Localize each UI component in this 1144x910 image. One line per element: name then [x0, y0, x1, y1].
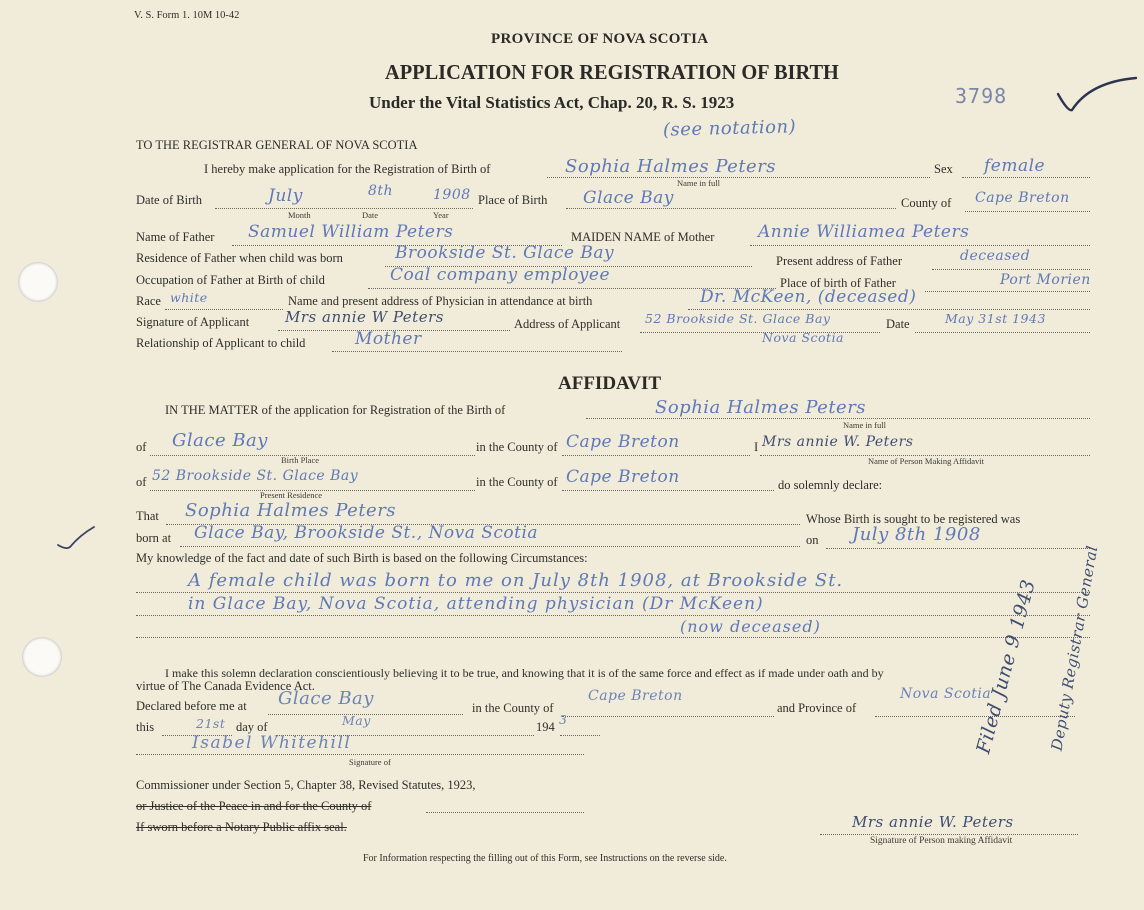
- county-label-2: in the County of: [476, 475, 558, 489]
- affidavit-heading: AFFIDAVIT: [558, 373, 662, 394]
- mother-name: Annie Williamea Peters: [758, 222, 970, 242]
- justice-dots: [426, 812, 584, 813]
- circ-dots-2: [136, 615, 1090, 616]
- dob-date: 8th: [368, 183, 394, 199]
- relationship-label: Relationship of Applicant to child: [136, 336, 306, 350]
- page-subtitle: Under the Vital Statistics Act, Chap. 20, R. S. 1923: [369, 93, 735, 112]
- pob-label: Place of Birth: [478, 193, 548, 207]
- intro-text: I hereby make application for the Registration of Birth of: [204, 162, 491, 176]
- dob-month: July: [268, 186, 303, 206]
- that-name: Sophia Halmes Peters: [185, 500, 397, 521]
- matter-name-caption: Name in full: [843, 420, 886, 430]
- mother-dots: [750, 245, 1090, 246]
- signature-label: Signature of Applicant: [136, 315, 250, 329]
- solemn-text-2: virtue of The Canada Evidence Act.: [136, 679, 315, 693]
- year-prefix: 194: [536, 720, 555, 734]
- father-label: Name of Father: [136, 230, 215, 244]
- born-at-label: born at: [136, 531, 172, 545]
- affidavit-birthplace: Glace Bay: [172, 430, 268, 451]
- name-dots: [547, 177, 930, 178]
- county-value: Cape Breton: [975, 190, 1070, 206]
- address-label: Address of Applicant: [514, 317, 621, 331]
- footer-note: For Information respecting the filling out of this Form, see Instructions on the reverse side.: [363, 853, 727, 864]
- applicant-signature: Mrs annie W Peters: [285, 308, 444, 326]
- circ-dots-1: [136, 592, 1090, 593]
- commissioner-text: Commissioner under Section 5, Chapter 38, Revised Statutes, 1923,: [136, 778, 476, 792]
- father-birthplace-label: Place of birth of Father: [780, 276, 896, 290]
- occupation-value: Coal company employee: [390, 265, 611, 285]
- declared-label: Declared before me at: [136, 699, 247, 713]
- county-dots-1: [562, 455, 750, 456]
- affidavit-residence: 52 Brookside St. Glace Bay: [152, 468, 359, 484]
- checkmark-icon: [1050, 72, 1140, 122]
- county-dots-2: [562, 490, 774, 491]
- form-number: V. S. Form 1. 10M 10-42: [134, 10, 240, 21]
- physician-label: Name and present address of Physician in attendance at birth: [288, 294, 593, 308]
- that-label: That: [136, 509, 159, 523]
- name-caption: Name in full: [677, 178, 720, 188]
- affiant-sig-dots: [820, 834, 1078, 835]
- declare-text: do solemnly declare:: [778, 478, 883, 492]
- whose-birth-text: Whose Birth is sought to be registered was: [806, 512, 1021, 526]
- residence-value: Brookside St. Glace Bay: [395, 243, 615, 263]
- punch-hole-top: [18, 262, 58, 302]
- commissioner-sig-dots: [136, 754, 584, 755]
- county-label-1: in the County of: [476, 440, 558, 454]
- sex-value: female: [984, 156, 1046, 176]
- address-value-line2: Nova Scotia: [762, 330, 845, 345]
- present-address-value: deceased: [960, 248, 1031, 264]
- sex-dots: [962, 177, 1090, 178]
- on-date: July 8th 1908: [852, 524, 981, 545]
- of-label-1: of: [136, 440, 147, 454]
- month-caption: Month: [288, 210, 311, 220]
- physician-value: Dr. McKeen, (deceased): [700, 287, 917, 307]
- year-dots: [560, 735, 600, 736]
- province-label: and Province of: [777, 701, 857, 715]
- father-birthplace-dots: [925, 291, 1090, 292]
- punch-hole-bottom: [22, 637, 62, 677]
- circ-dots-3: [136, 637, 1090, 638]
- county-dots: [965, 211, 1090, 212]
- addressee: TO THE REGISTRAR GENERAL OF NOVA SCOTIA: [136, 138, 418, 152]
- knowledge-text: My knowledge of the fact and date of such Birth is based on the following Circumstances:: [136, 551, 588, 565]
- address-value: 52 Brookside St. Glace Bay: [645, 311, 831, 326]
- matter-name: Sophia Halmes Peters: [655, 397, 867, 418]
- dob-dots: [215, 208, 473, 209]
- declared-county: Cape Breton: [588, 688, 683, 704]
- born-at-dots: [180, 546, 800, 547]
- circumstances-line-1: A female child was born to me on July 8th 1908, at Brookside St.: [188, 570, 844, 591]
- person-caption: Name of Person Making Affidavit: [868, 456, 984, 466]
- dob-label: Date of Birth: [136, 193, 202, 207]
- father-name: Samuel William Peters: [248, 222, 454, 242]
- stamp-number: 3798: [955, 84, 1008, 108]
- declared-day: 21st: [196, 716, 226, 731]
- matter-dots: [586, 418, 1090, 419]
- circumstances-line-2: in Glace Bay, Nova Scotia, attending physician (Dr McKeen): [188, 594, 764, 614]
- commissioner-signature: Isabel Whitehill: [192, 733, 352, 753]
- birthplace-caption: Birth Place: [281, 455, 320, 465]
- province-heading: PROVINCE OF NOVA SCOTIA: [491, 31, 709, 47]
- relationship-dots: [332, 351, 622, 352]
- see-notation: (see notation): [662, 116, 797, 141]
- county-dots-3: [562, 716, 774, 717]
- affidavit-county-1: Cape Breton: [566, 432, 680, 452]
- declared-province: Nova Scotia: [900, 686, 992, 702]
- affiant-signature: Mrs annie W. Peters: [852, 813, 1014, 831]
- race-dots: [165, 309, 283, 310]
- present-address-label: Present address of Father: [776, 254, 903, 268]
- dob-year: 1908: [433, 187, 471, 203]
- affiant-caption: Signature of Person making Affidavit: [870, 836, 1013, 846]
- margin-note-filed: Filed June 9 1943: [972, 577, 1040, 756]
- page-title: APPLICATION FOR REGISTRATION OF BIRTH: [385, 60, 839, 84]
- justice-text-strike: or Justice of the Peace in and for the County of: [136, 799, 372, 813]
- province-dots: [875, 716, 1075, 717]
- affidavit-person-name: Mrs annie W. Peters: [762, 434, 914, 450]
- solemn-text-1: I make this solemn declaration conscientiously believing it to be true, and knowing that it is of the same force and effect as if made under oath and by: [165, 666, 884, 680]
- child-name: Sophia Halmes Peters: [565, 156, 777, 177]
- margin-note-registrar: Deputy Registrar General: [1047, 544, 1102, 753]
- sex-label: Sex: [934, 162, 953, 176]
- occupation-label: Occupation of Father at Birth of child: [136, 273, 325, 287]
- present-address-dots: [932, 269, 1090, 270]
- father-birthplace-value: Port Morien: [1000, 272, 1091, 288]
- county-label: County of: [901, 196, 952, 210]
- this-label: this: [136, 720, 155, 734]
- matter-text: IN THE MATTER of the application for Registration of the Birth of: [165, 403, 506, 417]
- race-value: white: [170, 290, 208, 305]
- signature-of-caption: Signature of: [349, 757, 391, 767]
- residence-caption: Present Residence: [260, 490, 323, 500]
- county-label-3: in the County of: [472, 701, 554, 715]
- date-caption: Date: [362, 210, 379, 220]
- physician-dots: [688, 309, 1090, 310]
- declared-month: May: [342, 713, 371, 728]
- residence-label: Residence of Father when child was born: [136, 251, 343, 265]
- on-dots: [826, 548, 1090, 549]
- of-label-2: of: [136, 475, 147, 489]
- pob-dots: [566, 208, 896, 209]
- born-at-value: Glace Bay, Brookside St., Nova Scotia: [194, 523, 539, 543]
- mother-label: MAIDEN NAME of Mother: [571, 230, 715, 244]
- circumstances-line-3: (now deceased): [680, 617, 821, 636]
- on-label: on: [806, 533, 819, 547]
- application-date: May 31st 1943: [945, 311, 1046, 326]
- date-dots: [915, 332, 1090, 333]
- margin-checkmark-icon: [56, 525, 96, 555]
- day-of-label: day of: [236, 720, 268, 734]
- pob-value: Glace Bay: [583, 188, 674, 208]
- i-label: I: [754, 440, 759, 454]
- year-suffix: 3: [559, 712, 568, 727]
- justice-text: [136, 799, 371, 814]
- race-label: Race: [136, 294, 161, 308]
- date-label: Date: [886, 317, 910, 331]
- declared-at: Glace Bay: [278, 688, 374, 709]
- notary-text: If sworn before a Notary Public affix seal.: [136, 820, 347, 834]
- year-caption: Year: [433, 210, 449, 220]
- relationship-value: Mother: [355, 329, 422, 349]
- affidavit-county-2: Cape Breton: [566, 467, 680, 487]
